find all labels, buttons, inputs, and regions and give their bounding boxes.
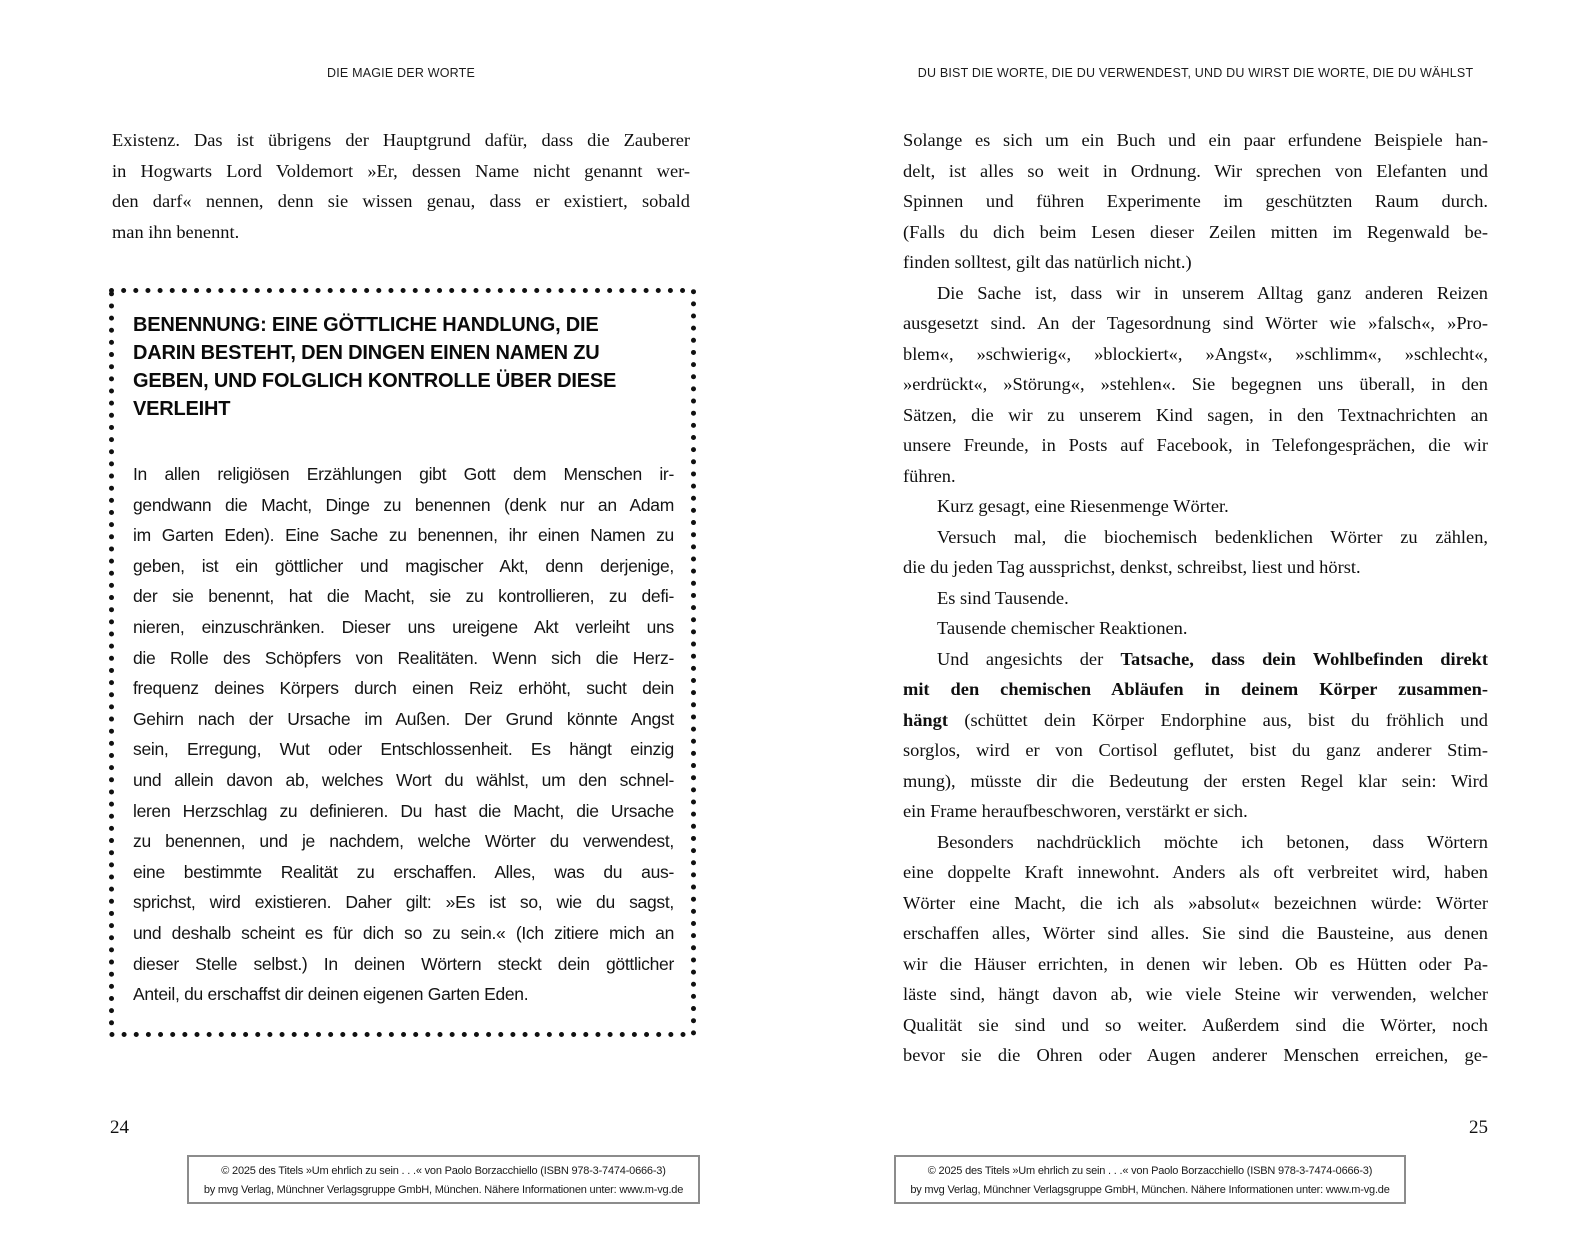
- text-line: die du jeden Tag aussprichst, denkst, schreibst, liest und hörst.: [903, 557, 1361, 577]
- imprint-line: © 2025 des Titels »Um ehrlich zu sein . . .« von Paolo Borzacchiello (ISBN 978-3-7474-0666-3): [221, 1165, 666, 1177]
- imprint-box-left: [187, 1155, 700, 1204]
- paragraph: [903, 583, 1488, 614]
- text-line: dieser Stelle selbst.) In deinen Wörtern steckt dein göttlicher: [133, 953, 674, 974]
- text-line: Besonders nachdrücklich möchte ich betonen, dass Wörtern: [937, 831, 1488, 852]
- text-line: leren Herzschlag zu definieren. Du hast die Macht, die Ursache: [133, 800, 674, 821]
- text-line: ausgesetzt sind. An der Tagesordnung sind Wörter wie »falsch«, »Pro-: [903, 313, 1488, 333]
- text-line: nieren, einzuschränken. Dieser uns ureigene Akt verleiht uns: [133, 616, 674, 637]
- text-line: hängt (schüttet dein Körper Endorphine aus, bist du fröhlich und: [903, 709, 1488, 730]
- paragraph: [903, 827, 1488, 1071]
- text-line: der sie benennt, hat die Macht, sie zu kontrollieren, zu defi-: [133, 586, 674, 607]
- text-line: DARIN BESTEHT, DEN DINGEN EINEN NAMEN ZU: [133, 342, 600, 364]
- text-line: und deshalb scheint es für dich so zu sein.« (Ich zitiere mich an: [133, 922, 674, 943]
- text-line: Existenz. Das ist übrigens der Hauptgrund dafür, dass die Zauberer: [112, 130, 690, 150]
- text-line: sein, Erregung, Wut oder Entschlossenheit. Es hängt einzig: [133, 739, 674, 760]
- text-line: eine doppelte Kraft innewohnt. Anders als oft verbreitet wird, haben: [903, 862, 1488, 882]
- text-line: finden solltest, gilt das natürlich nicht.): [903, 252, 1192, 272]
- text-line: mit den chemischen Abläufen in deinem Körper zusammen-: [903, 679, 1488, 699]
- text-line: Anteil, du erschaffst dir deinen eigenen Garten Eden.: [133, 984, 529, 1005]
- page-number-left: 24: [110, 1117, 129, 1138]
- paragraph: [903, 125, 1488, 278]
- text-line: sorglos, wird er von Cortisol geflutet, bist du ganz anderer Stim-: [903, 740, 1488, 760]
- text-line: Wörter eine Macht, die ich als »absolut« bezeichnen würde: Wörter: [903, 892, 1488, 913]
- text-line: Qualität sie sind und so weiter. Außerdem sind die Wörter, noch: [903, 1014, 1488, 1035]
- text-line: gendwann die Macht, Dinge zu benennen (denk nur an Adam: [133, 494, 674, 515]
- text-line: bevor sie die Ohren oder Augen anderer Menschen erreichen, ge-: [903, 1045, 1488, 1065]
- text-line: eine bestimmte Realität zu erschaffen. Alles, was du aus-: [133, 861, 674, 882]
- text-line: man ihn benennt.: [112, 221, 240, 242]
- text-line: Versuch mal, die biochemisch bedenklichen Wörter zu zählen,: [937, 526, 1488, 547]
- paragraph: [903, 613, 1488, 644]
- running-head-left: DIE MAGIE DER WORTE: [326, 66, 476, 80]
- text-line: Solange es sich um ein Buch und ein paar erfundene Beispiele han-: [903, 130, 1488, 150]
- text-line: wir die Häuser errichten, in denen wir leben. Ob es Hütten oder Pa-: [903, 953, 1488, 974]
- running-head-right: DU BIST DIE WORTE, DIE DU VERWENDEST, UND DU WIRST DIE WORTE, DIE DU WÄHLST: [917, 66, 1474, 80]
- text-line: In allen religiösen Erzählungen gibt Gott dem Menschen ir-: [133, 464, 674, 484]
- left-page-body-paragraph: [112, 125, 690, 247]
- text-line: im Garten Eden). Eine Sache zu benennen, ihr einen Namen zu: [133, 525, 674, 546]
- page-number-right: 25: [1469, 1117, 1488, 1138]
- imprint-line: by mvg Verlag, Münchner Verlagsgruppe GmbH, München. Nähere Informationen unter: www.m-vg.de: [203, 1184, 684, 1196]
- text-line: den darf« nennen, denn sie wissen genau, dass er existiert, sobald: [112, 191, 690, 211]
- text-line: die Rolle des Schöpfers von Realitäten. Wenn sich die Herz-: [133, 647, 674, 668]
- imprint-line: © 2025 des Titels »Um ehrlich zu sein . . .« von Paolo Borzacchiello (ISBN 978-3-7474-0666-3): [927, 1165, 1373, 1177]
- text-line: und allein davon ab, welches Wort du wählst, um den schnel-: [133, 769, 674, 790]
- text-line: VERLEIHT: [133, 398, 231, 420]
- text-line: Es sind Tausende.: [937, 587, 1069, 608]
- text-line: frequenz deines Körpers durch einen Reiz erhöht, sucht dein: [133, 678, 674, 699]
- text-line: Spinnen und führen Experimente im geschützten Raum durch.: [903, 191, 1488, 211]
- text-line: in Hogwarts Lord Voldemort »Er, dessen Name nicht genannt wer-: [112, 160, 690, 181]
- text-line: (Falls du dich beim Lesen dieser Zeilen mitten im Regenwald be-: [903, 221, 1488, 242]
- callout-box-body: [133, 459, 674, 1010]
- paragraph: [903, 522, 1488, 583]
- text-line: unsere Freunde, in Posts auf Facebook, in Telefongesprächen, die wir: [903, 435, 1488, 455]
- paragraph: [903, 644, 1488, 827]
- callout-box-title: [133, 311, 674, 423]
- paragraph: [903, 278, 1488, 492]
- text-line: delt, ist alles so weit in Ordnung. Wir sprechen von Elefanten und: [903, 160, 1488, 181]
- text-line: zu benennen, und je nachdem, welche Wörter du verwendest,: [133, 831, 674, 852]
- text-line: läste sind, hängt davon ab, wie viele Steine wir verwenden, welcher: [903, 984, 1488, 1004]
- imprint-box-right: [894, 1155, 1406, 1204]
- text-line: »erdrückt«, »Störung«, »stehlen«. Sie begegnen uns überall, in den: [903, 374, 1488, 394]
- text-line: sprichst, wird existieren. Daher gilt: »Es ist so, wie du sagst,: [133, 892, 674, 913]
- text-line: GEBEN, UND FOLGLICH KONTROLLE ÜBER DIESE: [133, 370, 617, 392]
- text-line: Kurz gesagt, eine Riesenmenge Wörter.: [937, 496, 1229, 516]
- text-line: mung), müsste dir die Bedeutung der ersten Regel klar sein: Wird: [903, 770, 1488, 791]
- text-line: führen.: [903, 465, 956, 486]
- text-line: Tausende chemischer Reaktionen.: [937, 618, 1188, 638]
- callout-box-content: [133, 311, 674, 1010]
- text-line: blem«, »schwierig«, »blockiert«, »Angst«, »schlimm«, »schlecht«,: [903, 343, 1488, 364]
- paragraph: [903, 491, 1488, 522]
- text-line: BENENNUNG: EINE GÖTTLICHE HANDLUNG, DIE: [133, 314, 599, 336]
- text-line: ein Frame heraufbeschworen, verstärkt er sich.: [903, 801, 1248, 821]
- text-line: Gehirn nach der Ursache im Außen. Der Grund könnte Angst: [133, 708, 674, 729]
- text-line: Und angesichts der Tatsache, dass dein Wohlbefinden direkt: [937, 648, 1488, 669]
- imprint-line: by mvg Verlag, Münchner Verlagsgruppe GmbH, München. Nähere Informationen unter: www.m-vg.de: [910, 1184, 1390, 1196]
- text-line: erschaffen alles, Wörter sind alles. Sie sind die Bausteine, aus denen: [903, 923, 1488, 943]
- right-page-body: [903, 125, 1488, 1071]
- text-line: Sätzen, die wir zu unserem Kind sagen, in den Textnachrichten an: [903, 404, 1488, 425]
- text-line: Die Sache ist, dass wir in unserem Alltag ganz anderen Reizen: [937, 282, 1488, 303]
- text-line: geben, ist ein göttlicher und magischer Akt, denn derjenige,: [133, 555, 674, 576]
- callout-box: [107, 286, 698, 1039]
